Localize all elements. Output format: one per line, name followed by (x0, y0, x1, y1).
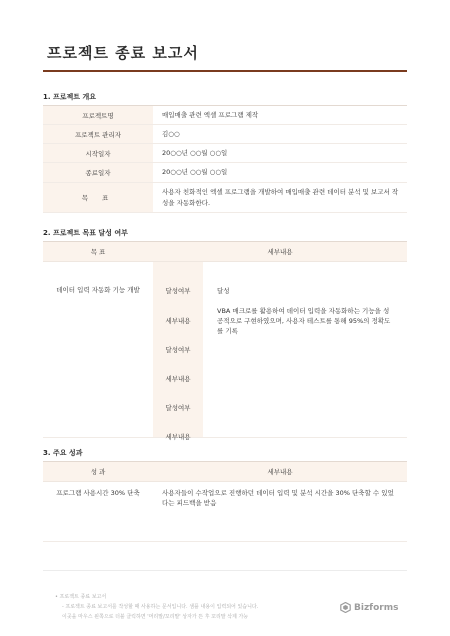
title-divider (43, 70, 407, 72)
goals-table (43, 241, 407, 441)
results-table-header (43, 462, 407, 482)
sub-label-detail: 세부내용 (165, 433, 191, 441)
goal-text: 데이터 입력 자동화 기능 개발 (56, 286, 140, 294)
row-label-objective: 목 표 (43, 183, 153, 212)
overview-table (43, 105, 407, 213)
header-detail: 세부내용 (267, 468, 293, 476)
row-value-objective: 사용자 친화적인 엑셀 프로그램을 개발하여 매입매출 관련 데이터 분석 및 보고서 작성을 자동화한다. (162, 188, 399, 207)
bizforms-logo-icon (340, 602, 351, 613)
sub-label-detail: 세부내용 (165, 375, 191, 383)
section-heading-goals: 2. 프로젝트 목표 달성 여부 (43, 229, 128, 237)
footer-line: - 프로젝트 종료 보고서를 작성할 때 사용하는 문서입니다. 샘플 내용이 입력되어 있습니다. (62, 604, 259, 610)
row-label-manager: 프로젝트 관리자 (43, 125, 153, 143)
row-label-end-date: 종료일자 (43, 163, 153, 182)
row-label-project-name: 프로젝트명 (43, 106, 153, 124)
section-heading-overview: 1. 프로젝트 개요 (43, 93, 96, 101)
detail-value: VBA 매크로를 활용하여 데이터 입력을 자동화하는 기능을 성공적으로 구현하였으며, 사용자 테스트를 통해 95%의 정확도를 기록 (217, 307, 391, 336)
goal-details (203, 262, 407, 437)
results-table (43, 461, 407, 542)
table-row (43, 183, 407, 213)
row-value-start-date: 20○○년 ○○월 ○○일 (162, 148, 228, 157)
goals-table-header (43, 242, 407, 262)
result-text: 프로그램 사용시간 30% 단축 (56, 489, 140, 497)
brand-logo (340, 602, 398, 613)
row-value-end-date: 20○○년 ○○월 ○○일 (162, 168, 228, 177)
sub-label-achieved: 달성여부 (165, 287, 191, 295)
row-value-manager: 김○○ (162, 129, 180, 138)
header-detail: 세부내용 (267, 248, 293, 256)
table-row (43, 125, 407, 144)
row-value-project-name: 매입매출 관련 엑셀 프로그램 제작 (162, 110, 259, 119)
header-result: 성 과 (90, 468, 106, 476)
sub-label-detail: 세부내용 (165, 317, 191, 325)
results-table-body (43, 482, 407, 542)
row-label-start-date: 시작일자 (43, 144, 153, 162)
header-goal: 목 표 (90, 248, 106, 256)
footer-line: 이곳을 마우스 왼쪽으로 더블 클릭하면 '머리말/꼬리말' 상자가 뜬 후 꼬리말 삭제 가능 (62, 614, 249, 620)
goal-sub-labels (153, 262, 203, 441)
goals-table-body (43, 262, 407, 441)
result-detail: 사용자들이 수작업으로 진행하던 데이터 입력 및 분석 시간을 30% 단축할 수 있었다는 피드백을 받음 (162, 489, 394, 508)
page-title: 프로젝트 종료 보고서 (47, 44, 199, 62)
sub-label-achieved: 달성여부 (165, 346, 191, 354)
achieved-value: 달성 (217, 287, 230, 295)
sub-label-achieved: 달성여부 (165, 404, 191, 412)
footer-line: • 프로젝트 종료 보고서 (55, 594, 107, 600)
footer-divider (43, 570, 407, 571)
section-heading-results: 3. 주요 성과 (43, 449, 83, 457)
brand-name: Bizforms (354, 602, 399, 613)
table-row (43, 144, 407, 163)
table-row (43, 163, 407, 183)
table-row (43, 106, 407, 125)
